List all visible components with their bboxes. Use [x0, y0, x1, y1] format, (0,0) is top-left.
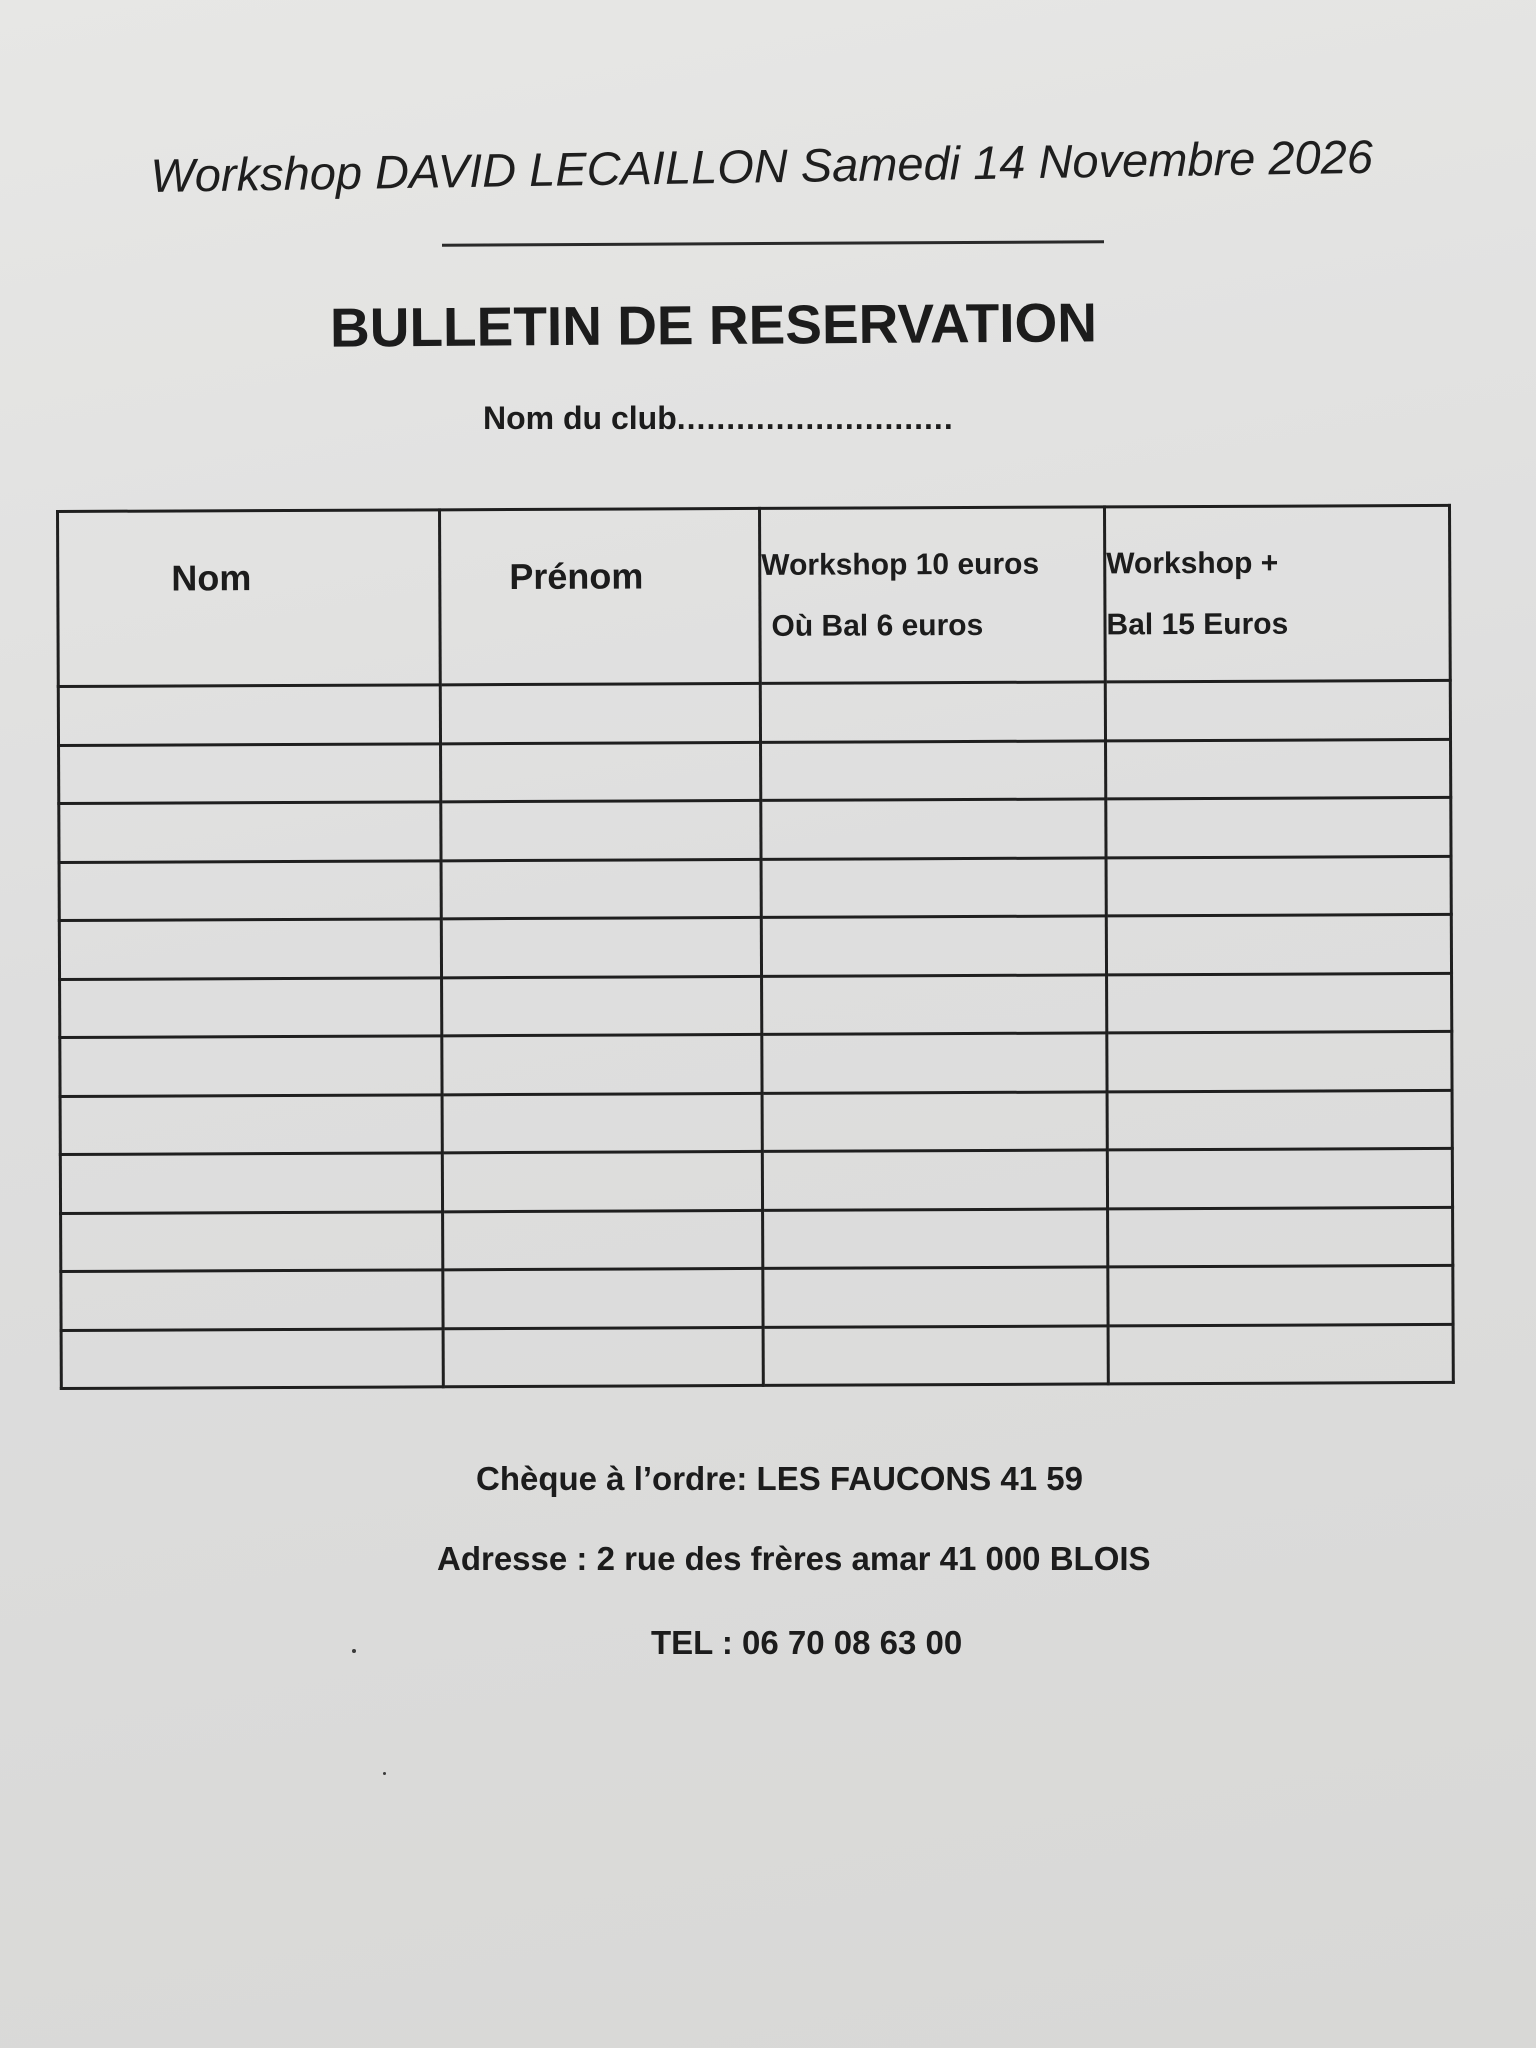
cell-nom[interactable]	[61, 1328, 443, 1388]
cell-prenom[interactable]	[442, 1034, 762, 1094]
table-row	[59, 797, 1451, 862]
cell-prenom[interactable]	[443, 1327, 763, 1387]
cell-workshop-or-bal[interactable]	[763, 1267, 1108, 1327]
cell-workshop-or-bal[interactable]	[762, 1150, 1107, 1210]
cell-nom[interactable]	[59, 802, 441, 862]
cell-workshop-plus-bal[interactable]	[1107, 1148, 1452, 1208]
table-row	[61, 1207, 1453, 1272]
cell-workshop-or-bal[interactable]	[763, 1208, 1108, 1268]
cell-workshop-plus-bal[interactable]	[1106, 856, 1451, 916]
table-row	[61, 1324, 1453, 1389]
table-body	[58, 680, 1453, 1388]
cell-workshop-plus-bal[interactable]	[1106, 914, 1451, 974]
cell-workshop-or-bal[interactable]	[762, 1033, 1107, 1093]
cell-prenom[interactable]	[441, 859, 761, 919]
cell-workshop-plus-bal[interactable]	[1105, 680, 1450, 740]
club-name-blank[interactable]: ............................	[676, 400, 954, 436]
cell-nom[interactable]	[60, 1094, 442, 1154]
table-row	[59, 914, 1451, 979]
cell-workshop-or-bal[interactable]	[761, 916, 1106, 976]
cell-nom[interactable]	[61, 1270, 443, 1330]
table-row	[60, 1090, 1452, 1155]
table-row	[60, 1031, 1452, 1096]
cell-workshop-or-bal[interactable]	[763, 1325, 1108, 1385]
reservation-table	[56, 504, 1455, 1390]
paper-speck	[352, 1649, 356, 1653]
header-workshop-or-bal	[759, 507, 1105, 684]
cell-nom[interactable]	[61, 1211, 443, 1271]
title-divider	[442, 240, 1104, 246]
cell-workshop-plus-bal[interactable]	[1108, 1265, 1453, 1325]
postal-address: Adresse : 2 rue des frères amar 41 000 BLOIS	[437, 1540, 1151, 1577]
cell-workshop-plus-bal[interactable]	[1106, 797, 1451, 857]
cell-prenom[interactable]	[440, 683, 760, 743]
table-row	[58, 680, 1450, 745]
table-row	[59, 856, 1451, 921]
header-bal-price: Où Bal 6 euros	[771, 608, 984, 643]
cell-workshop-or-bal[interactable]	[760, 682, 1105, 742]
form-title: BULLETIN DE RESERVATION	[329, 291, 1098, 359]
cell-workshop-or-bal[interactable]	[761, 799, 1106, 859]
cell-nom[interactable]	[59, 919, 441, 979]
header-nom: Nom	[58, 510, 441, 687]
cell-workshop-or-bal[interactable]	[762, 974, 1107, 1034]
cell-workshop-plus-bal[interactable]	[1108, 1324, 1453, 1384]
header-prenom: Prénom	[440, 508, 761, 684]
cell-nom[interactable]	[58, 685, 440, 745]
cell-prenom[interactable]	[442, 1151, 762, 1211]
event-title: Workshop DAVID LECAILLON Samedi 14 Novembre 2026	[150, 129, 1374, 202]
cell-prenom[interactable]	[442, 1093, 762, 1153]
table-row	[59, 739, 1451, 804]
cell-nom[interactable]	[60, 977, 442, 1037]
cheque-payee: Chèque à l’ordre: LES FAUCONS 41 59	[476, 1460, 1083, 1497]
cell-prenom[interactable]	[443, 1268, 763, 1328]
cell-prenom[interactable]	[442, 976, 762, 1036]
cell-workshop-plus-bal[interactable]	[1107, 1031, 1452, 1091]
cell-workshop-plus-bal[interactable]	[1108, 1207, 1453, 1267]
cell-workshop-plus-bal[interactable]	[1107, 1090, 1452, 1150]
table-row	[61, 1265, 1453, 1330]
cell-workshop-or-bal[interactable]	[761, 857, 1106, 917]
table-header-row	[58, 505, 1451, 686]
cell-nom[interactable]	[59, 860, 441, 920]
cell-nom[interactable]	[60, 1036, 442, 1096]
header-combo-line2: Bal 15 Euros	[1106, 607, 1289, 642]
cell-workshop-plus-bal[interactable]	[1107, 973, 1452, 1033]
cell-prenom[interactable]	[441, 917, 761, 977]
cell-nom[interactable]	[59, 743, 441, 803]
header-workshop-plus-bal	[1104, 505, 1450, 682]
club-name-label: Nom du club	[483, 400, 677, 436]
table-row	[60, 973, 1452, 1038]
cell-prenom[interactable]	[441, 800, 761, 860]
phone-number: TEL : 06 70 08 63 00	[651, 1624, 963, 1661]
club-name-line	[483, 400, 954, 437]
cell-prenom[interactable]	[443, 1210, 763, 1270]
cell-prenom[interactable]	[441, 742, 761, 802]
cell-workshop-or-bal[interactable]	[762, 1091, 1107, 1151]
table-row	[60, 1148, 1452, 1213]
cell-workshop-or-bal[interactable]	[761, 740, 1106, 800]
cell-nom[interactable]	[60, 1153, 442, 1213]
paper-speck	[383, 1772, 386, 1775]
header-combo-line1: Workshop +	[1106, 546, 1279, 581]
header-workshop-price: Workshop 10 euros	[761, 547, 1040, 582]
cell-workshop-plus-bal[interactable]	[1106, 739, 1451, 799]
